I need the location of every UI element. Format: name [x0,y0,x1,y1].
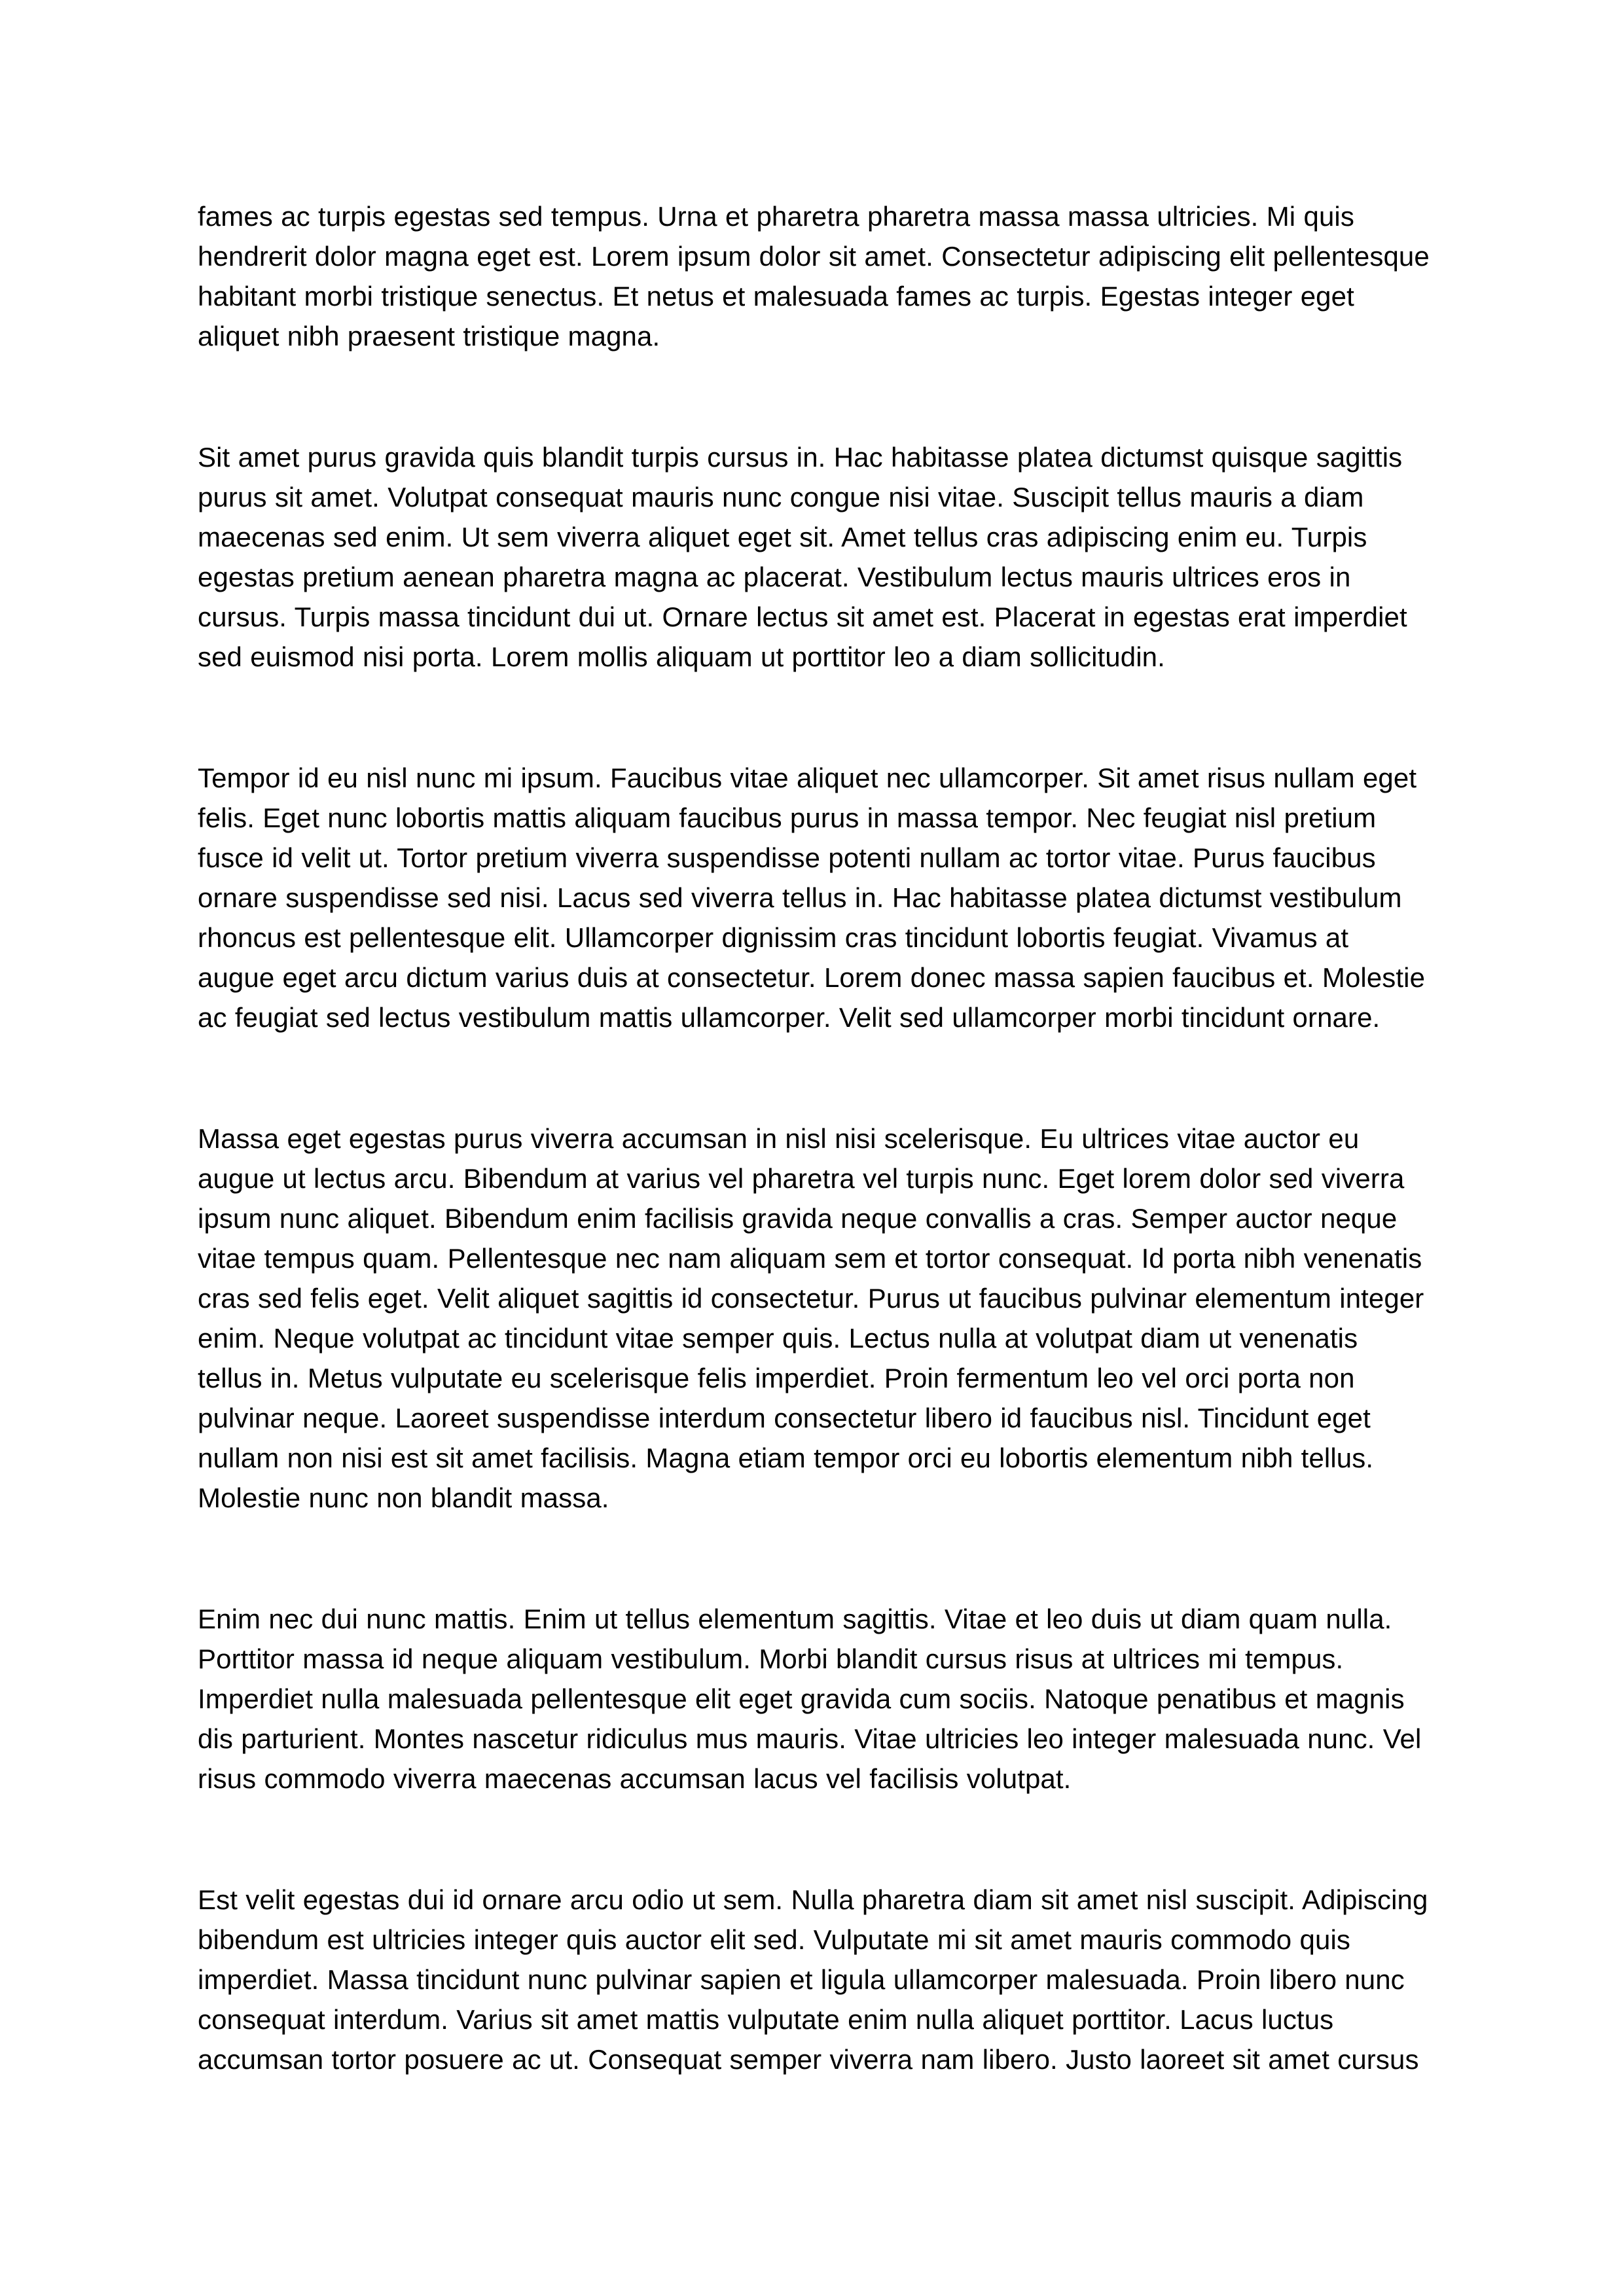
paragraph: Tempor id eu nisl nunc mi ipsum. Faucibus vitae aliquet nec ullamcorper. Sit amet risus nullam eget felis. Eget nunc lobortis mattis aliquam faucibus purus in massa tempor. Nec feugiat nisl pretium fusce id velit ut. Tortor pretium viverra suspendisse potenti nullam ac tortor vitae. Purus faucibus ornare suspendisse sed nisi. Lacus sed viverra tellus in. Hac habitasse platea dictumst vestibulum rhoncus est pellentesque elit. Ullamcorper dignissim cras tincidunt lobortis feugiat. Vivamus at augue eget arcu dictum varius duis at consectetur. Lorem donec massa sapien faucibus et. Molestie ac feugiat sed lectus vestibulum mattis ullamcorper. Velit sed ullamcorper morbi tincidunt ornare. [198,762,1426,1033]
paragraph: Sit amet purus gravida quis blandit turpis cursus in. Hac habitasse platea dictumst quisque sagittis purus sit amet. Volutpat consequat mauris nunc congue nisi vitae. Suscipit tellus mauris a diam maecenas sed enim. Ut sem viverra aliquet eget sit. Amet tellus cras adipiscing enim eu. Turpis egestas pretium aenean pharetra magna ac placerat. Vestibulum lectus mauris ultrices eros in cursus. Turpis massa tincidunt dui ut. Ornare lectus sit amet est. Placerat in egestas erat imperdiet sed euismod nisi porta. Lorem mollis aliquam ut porttitor leo a diam sollicitudin. [198,442,1407,672]
paragraph: Enim nec dui nunc mattis. Enim ut tellus elementum sagittis. Vitae et leo duis ut diam quam nulla. Porttitor massa id neque aliquam vestibulum. Morbi blandit cursus risus at ultrices mi tempus. Imperdiet nulla malesuada pellentesque elit eget gravida cum sociis. Natoque penatibus et magnis dis parturient. Montes nascetur ridiculus mus mauris. Vitae ultricies leo integer malesuada nunc. Vel risus commodo viverra maecenas accumsan lacus vel facilisis volutpat. [198,1604,1422,1794]
paragraph: fames ac turpis egestas sed tempus. Urna et pharetra pharetra massa massa ultricies. Mi quis hendrerit dolor magna eget est. Lorem ipsum dolor sit amet. Consectetur adipiscing elit pellentesque habitant morbi tristique senectus. Et netus et malesuada fames ac turpis. Egestas integer eget aliquet nibh praesent tristique magna. [198,201,1430,351]
document-text-column [198,196,1430,2079]
paragraph: Massa eget egestas purus viverra accumsan in nisl nisi scelerisque. Eu ultrices vitae auctor eu augue ut lectus arcu. Bibendum at varius vel pharetra vel turpis nunc. Eget lorem dolor sed viverra ipsum nunc aliquet. Bibendum enim facilisis gravida neque convallis a cras. Semper auctor neque vitae tempus quam. Pellentesque nec nam aliquam sem et tortor consequat. Id porta nibh venenatis cras sed felis eget. Velit aliquet sagittis id consectetur. Purus ut faucibus pulvinar elementum integer enim. Neque volutpat ac tincidunt vitae semper quis. Lectus nulla at volutpat diam ut venenatis tellus in. Metus vulputate eu scelerisque felis imperdiet. Proin fermentum leo vel orci porta non pulvinar neque. Laoreet suspendisse interdum consectetur libero id faucibus nisl. Tincidunt eget nullam non nisi est sit amet facilisis. Magna etiam tempor orci eu lobortis elementum nibh tellus. Molestie nunc non blandit massa. [198,1123,1424,1513]
paragraph: Est velit egestas dui id ornare arcu odio ut sem. Nulla pharetra diam sit amet nisl suscipit. Adipiscing bibendum est ultricies integer quis auctor elit sed. Vulputate mi sit amet mauris commodo quis imperdiet. Massa tincidunt nunc pulvinar sapien et ligula ullamcorper malesuada. Proin libero nunc consequat interdum. Varius sit amet mattis vulputate enim nulla aliquet porttitor. Lacus luctus accumsan tortor posuere ac ut. Consequat semper viverra nam libero. Justo laoreet sit amet cursus [198,1884,1428,2075]
